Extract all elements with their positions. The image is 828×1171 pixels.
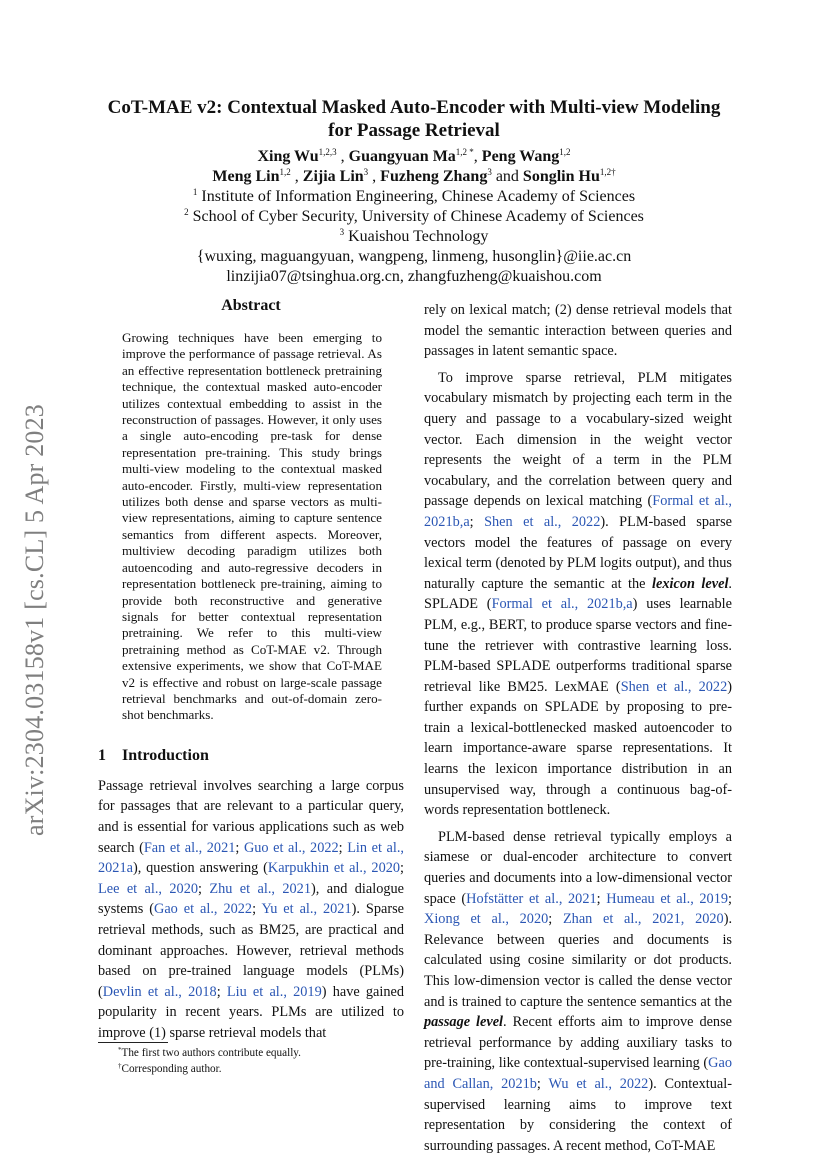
body-text: ). PLM-based sparse vectors model the features of passage on every lexical term (denoted by PLM logits output), and thus naturally capture the semantic at the [424, 513, 732, 592]
citation-link[interactable]: Guo et al., 2022 [243, 839, 339, 856]
body-text: ; [596, 890, 607, 907]
body-text: ) have gained popularity in recent years. PLMs are utilized to improve (1) sparse retrieval models that [98, 983, 405, 1041]
citation-link[interactable]: Fan et al., 2021 [143, 839, 236, 856]
body-text: PLM-based dense retrieval typically employs a siamese or dual-encoder architecture to convert queries and documents into a low-dimensional vector space ( [424, 828, 732, 907]
footnote-1: *The first two authors contribute equally. [118, 1046, 301, 1059]
email-line-1: {wuxing, maguangyuan, wangpeng, linmeng, husonglin}@iie.ac.cn [196, 248, 632, 265]
body-text: . SPLADE ( [424, 575, 732, 613]
body-text: ) further expands on SPLADE by proposing to pre-train a lexical-bottlenecked masked autoencoder to learn importance-aware sparse representations. It learns the lexicon importance distribution in an unsupervised way, through a continuous bag-of-words representation bottleneck. [424, 678, 732, 819]
citation-link[interactable]: Wu et al., 2022 [548, 1075, 649, 1092]
citation-link[interactable]: Shen et al., 2022 [620, 678, 728, 695]
body-text: ; [548, 911, 563, 928]
footnote-2: †Corresponding author. [118, 1062, 222, 1075]
emphasis-text: passage level [424, 1014, 504, 1031]
intro-paragraph-3 [424, 827, 732, 1157]
abstract-heading: Abstract [221, 297, 281, 314]
author-name: Meng Lin [212, 168, 280, 185]
right-column [424, 300, 732, 1156]
intro-paragraph-1 [98, 776, 404, 1044]
body-text: ; [216, 983, 227, 1000]
body-text: Passage retrieval involves searching a large corpus for passages that are relevant to a particular query, and is essential for various applications such as web search ( [98, 777, 404, 856]
author-name: Songlin Hu [522, 168, 600, 185]
abstract-text: Growing techniques have been emerging to improve the performance of passage retrieval. As an effective representation bottleneck pretraining technique, the contextual masked auto-encoder utilizes contextual embedding to assist in the reconstruction of passages. However, it only uses a single auto-encoding pre-task for dense representation pre-training. This study brings multi-view modeling to the contextual masked auto-encoder. Firstly, multi-view representation utilizes both dense and sparse vectors as multi-view representations, aiming to capture sentence semantics from different aspects. Moreover, multiview decoding paradigm utilizes both autoencoding and auto-regressive decoders in representation bottleneck pre-training, aiming to provide both reconstructive and generative signals for better contextual representation pretraining. We refer to this multi-view pretraining method as CoT-MAE v2. Through extensive experiments, we show that CoT-MAE v2 is effective and robust on large-scale passage retrieval benchmarks and out-of-domain zero-shot benchmarks. [122, 330, 382, 723]
emphasis-text: lexicon level [652, 575, 729, 592]
body-text: ; [469, 513, 485, 530]
body-text: ; [198, 880, 210, 897]
author-block [96, 147, 732, 287]
body-text: ; [235, 839, 244, 856]
author-name: Xing Wu [257, 148, 319, 165]
left-column [98, 296, 404, 1043]
section-heading-introduction [98, 746, 404, 766]
body-text: To improve sparse retrieval, PLM mitigates vocabulary mismatch by projecting each term in the query and passage to a vocabulary-sized weight vector. Each dimension in the weight vector represents the weight of a term in the PLM vocabulary, and the correlation between query and passage depends on lexical matching ( [424, 369, 732, 510]
citation-link[interactable]: Formal et al., 2021b,a [424, 493, 733, 530]
body-text: ; [338, 839, 348, 856]
citation-link[interactable]: Gao and Callan, 2021b [424, 1055, 732, 1092]
author-name: Peng Wang [481, 148, 560, 165]
author-affiliation-mark: 1,2,3 [318, 147, 337, 157]
body-text: ; [728, 890, 732, 907]
affiliation: $^3$ Kuaishou Technology [339, 227, 489, 245]
affiliation: $^1$ Institute of Information Engineering, Chinese Academy of Sciences [192, 187, 636, 205]
paper-title: CoT-MAE v2: Contextual Masked Auto-Encoder with Multi-view Modeling for Passage Retrieval [107, 97, 721, 141]
body-text: ) uses learnable PLM, e.g., BERT, to produce sparse vectors and fine-tune the retriever with contrastive learning loss. PLM-based SPLADE outperforms traditional sparse retrieval like BM25. LexMAE ( [424, 596, 732, 695]
body-text: ). Contextual-supervised learning aims to improve text representation by considering the context of surrounding passages. A recent method, CoT-MAE [424, 1075, 732, 1154]
citation-link[interactable]: Xiong et al., 2020 [424, 911, 549, 928]
arxiv-stamp: arXiv:2304.03158v1 [cs.CL] 5 Apr 2023 [20, 403, 49, 837]
body-text: ; [536, 1075, 549, 1092]
citation-link[interactable]: Humeau et al., 2019 [606, 890, 729, 907]
email-line-2: linzijia07@tsinghua.org.cn, zhangfuzheng@kuaishou.com [226, 268, 602, 285]
citation-link[interactable]: Formal et al., 2021b,a [491, 596, 633, 613]
citation-link[interactable]: Liu et al., 2019 [226, 983, 322, 1000]
citation-link[interactable]: Yu et al., 2021 [261, 901, 352, 918]
citation-link[interactable]: Zhan et al., 2021, 2020 [562, 911, 724, 928]
citation-link[interactable]: Shen et al., 2022 [484, 513, 601, 530]
affiliation: $^2$ School of Cyber Security, University of Chinese Academy of Sciences [184, 207, 644, 225]
author-name: Zijia Lin [302, 168, 364, 185]
body-text: . Recent efforts aim to improve dense retrieval performance by adding auxiliary tasks to pre-training, like contextual-supervised learning ( [424, 1014, 732, 1072]
author-name: Fuzheng Zhang [380, 168, 488, 185]
citation-link[interactable]: Gao et al., 2022 [154, 901, 253, 918]
section-title: Introduction [122, 746, 209, 764]
intro-paragraph-2 [424, 368, 732, 821]
body-text: ). Relevance between queries and documents is calculated using cosine similarity or dot products. This low-dimension vector is called the dense vector and is trained to capture the sentence semantics at the [424, 911, 733, 1010]
author-affiliation-mark: 1,2 * [455, 147, 474, 157]
author-line-2: Meng Lin$^{1,2}$ , Zijia Lin$^3$ , Fuzheng Zhang$^3$ and Songlin $Hu^{1,2\dagger}$ [212, 167, 616, 185]
citation-link[interactable]: Lin et al., 2021a [98, 839, 404, 877]
affiliations [96, 187, 732, 247]
citation-link[interactable]: Devlin et al., 2018 [102, 983, 217, 1000]
author-affiliation-mark: 3 [363, 167, 369, 177]
author-name: Guangyuan Ma [348, 148, 456, 165]
author-affiliation-mark: 1,2 [279, 167, 291, 177]
author-line-1: Xing Wu$^{1,2,3}$ , Guangyuan $Ma^{1,2 *}$, Peng Wang$^{1,2}$ [257, 147, 571, 165]
citation-link[interactable]: Lee et al., 2020 [98, 880, 198, 897]
intro-paragraph-1-continued: rely on lexical match; (2) dense retrieval models that model the semantic interaction between queries and passages in latent semantic space. [424, 302, 732, 360]
author-affiliation-mark: 1,2 [559, 147, 571, 157]
author-affiliation-mark: 1,2† [599, 167, 616, 177]
body-text: ), question answering ( [132, 860, 268, 877]
body-text: ; [252, 901, 262, 918]
author-affiliation-mark: 3 [487, 167, 492, 177]
body-text: ; [400, 860, 404, 877]
body-text: ), and dialogue systems ( [98, 880, 404, 918]
citation-link[interactable]: Karpukhin et al., 2020 [267, 860, 401, 877]
citation-link[interactable]: Zhu et al., 2021 [209, 880, 311, 897]
citation-link[interactable]: Hofstätter et al., 2021 [466, 890, 597, 907]
section-number: 1 [98, 746, 106, 764]
body-text: ). Sparse retrieval methods, such as BM25, are practical and dominant approaches. However, retrieval methods based on pre-trained language models (PLMs) ( [98, 901, 404, 1000]
footnote-rule [98, 1042, 168, 1043]
